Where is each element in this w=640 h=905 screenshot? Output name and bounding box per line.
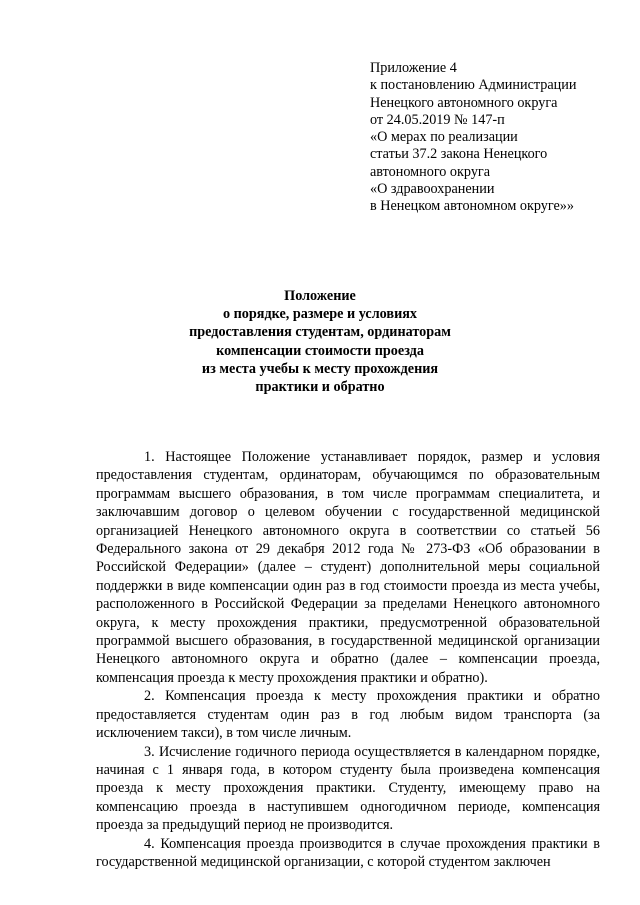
- paragraph-2: 2. Компенсация проезда к месту прохождения практики и обратно предоставляется студентам один раз в год любым видом транспорта (за исключением такси), в том числе личным.: [96, 688, 600, 742]
- header-line: Ненецкого автономного округа: [370, 94, 558, 111]
- title-line: предоставления студентам, ординаторам: [189, 324, 451, 341]
- title-line: практики и обратно: [255, 379, 385, 396]
- header-line: в Ненецком автономном округе»»: [370, 198, 574, 215]
- title-line: из места учебы к месту прохождения: [201, 360, 439, 377]
- header-line: от 24.05.2019 № 147-п: [370, 111, 505, 128]
- title-line: Положение: [284, 288, 356, 304]
- document-body: [96, 448, 600, 871]
- title-line: компенсации стоимости проезда: [216, 342, 424, 359]
- header-line: к постановлению Администрации: [370, 77, 577, 94]
- header-line: статьи 37.2 закона Ненецкого: [370, 146, 548, 163]
- header-line: автономного округа: [370, 163, 491, 180]
- paragraph-4: 4. Компенсация проезда производится в случае прохождения практики в государственной медицинской организации, с которой студентом заключен: [96, 835, 600, 870]
- document-title: [0, 287, 640, 396]
- header-line: Приложение 4: [370, 60, 457, 76]
- paragraph-3: 3. Исчисление годичного периода осуществляется в календарном порядке, начиная с 1 января года, в котором студенту была произведена компенсация проезда к месту прохождения практики. Студенту, имеющему право на компенсацию проезда в наступившем одногодичном периоде, компенсация проезда за предыдущий период не производится.: [96, 743, 600, 834]
- header-line: «О мерах по реализации: [370, 129, 518, 146]
- title-line: о порядке, размере и условиях: [222, 306, 418, 323]
- header-line: «О здравоохранении: [370, 181, 495, 198]
- paragraph-1: 1. Настоящее Положение устанавливает порядок, размер и условия предоставления студентам, ординаторам, обучающимся по образовательным программам высшего образования, в том числе программам специалитета, и заключавшим договор о целевом обучении с государственной медицинской организацией Ненецкого автономного округа в соответствии со статьей 56 Федерального закона от 29 декабря 2012 года № 273-ФЗ «Об образовании в Российской Федерации» (далее – студент) дополнительной меры социальной поддержки в виде компенсации один раз в год стоимости проезда из места учебы, расположенного в Российской Федерации за пределами Ненецкого автономного округа, к месту прохождения практики, предусмотренной образовательной программой высшего образования, в государственной медицинской организации Ненецкого автономного округа и обратно (далее – компенсации проезда, компенсация проезда к месту прохождения практики и обратно).: [96, 449, 600, 686]
- appendix-header: [370, 60, 630, 216]
